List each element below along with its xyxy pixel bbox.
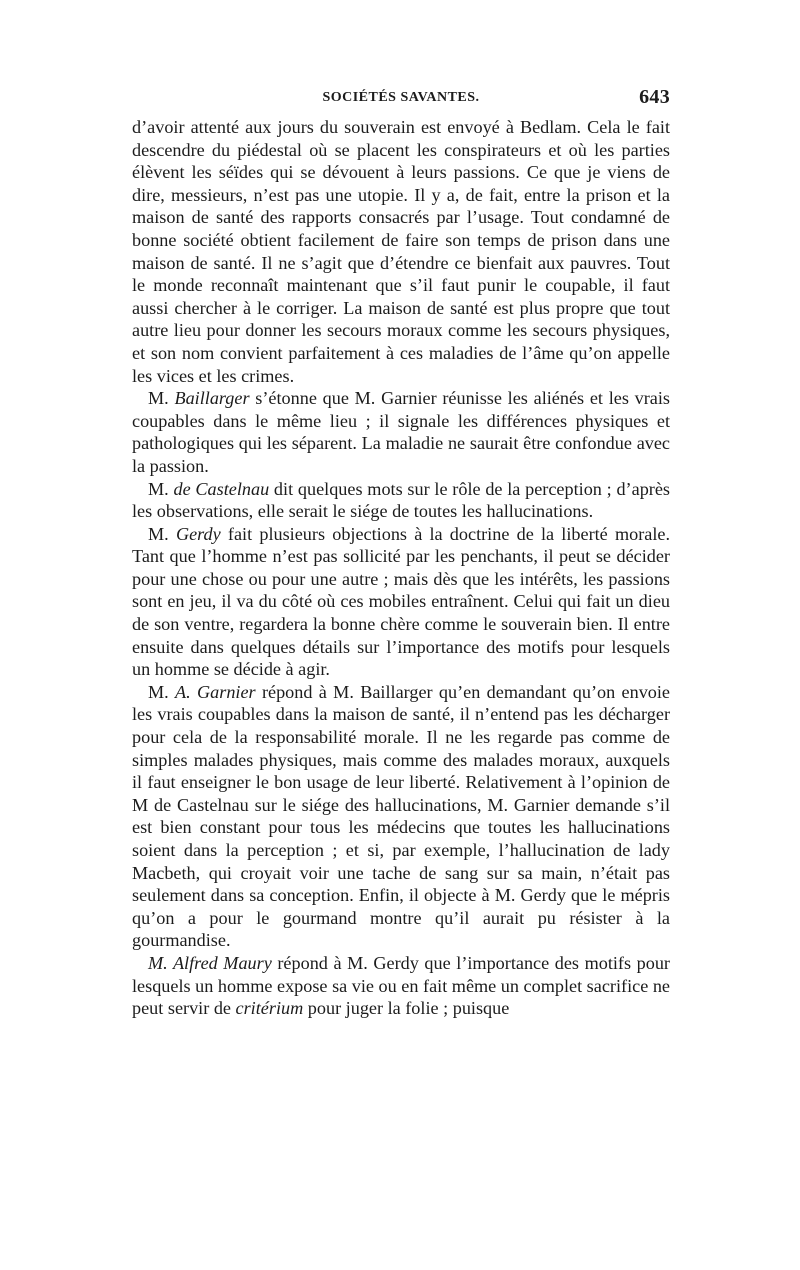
speaker-name: M. Alfred Maury xyxy=(148,952,272,973)
running-head xyxy=(132,86,670,116)
paragraph-3 xyxy=(132,478,670,523)
body-text xyxy=(132,116,670,1020)
paragraph-text: d’avoir attenté aux jours du souverain est envoyé à Bedlam. Cela le fait descendre du piédestal où se placent les conspirateurs et où les parties élèvent les séïdes qui se dévouent à leurs passions. Ce que je viens de dire, messieurs, n’est pas une utopie. Il y a, de fait, entre la prison et la maison de santé des rapports consacrés par l’usage. Tout condamné de bonne société obtient facilement de faire son temps de prison dans une maison de santé. Il ne s’agit que d’étendre ce bienfait aux pauvres. Tout le monde reconnaît maintenant que s’il faut punir le coupable, il faut aussi chercher à le corriger. La maison de santé est plus propre que tout autre lieu pour donner les secours moraux comme les secours physiques, et son nom convient parfaitement à ces maladies de l’âme qu’on appelle les vices et les crimes. xyxy=(132,117,670,386)
paragraph-text: s’étonne que M. Garnier réunisse les aliénés et les vrais coupables dans le même lieu ; il signale les différences physiques et pathologiques qui les séparent. La maladie ne saurait être confondue avec la passion. xyxy=(132,388,670,476)
paragraph-5 xyxy=(132,681,670,952)
emphasized-term: critérium xyxy=(235,998,304,1019)
paragraph-text: répond à M. Baillarger qu’en demandant qu’on envoie les vrais coupables dans la maison de santé, il n’entend pas les décharger pour cela de la responsabilité morale. Il ne les regarde pas comme de simples malades physiques, mais comme des malades moraux, auxquels il faut enseigner le bon usage de leur liberté. Relativement à l’opinion de M de Castelnau sur le siége des hallucinations, M. Garnier demande s’il est bien constant pour tous les médecins que toutes les hallucinations soient dans la perception ; et si, par exemple, l’hallucination de lady Macbeth, qui croyait voir une tache de sang sur sa main, n’était pas seulement dans sa conception. Enfin, il objecte à M. Gerdy que le mépris qu’on a pour le gourmand montre qu’il aurait pu résister à la gourmandise. xyxy=(132,681,671,951)
page-number: 643 xyxy=(639,86,670,108)
paragraph-text: pour juger la folie ; puisque xyxy=(303,998,510,1019)
paragraph-text: dit quelques mots sur le rôle de la perception ; d’après les observations, elle serait le siége de toutes les hallucinations. xyxy=(132,478,670,522)
speaker-name: de Castelnau xyxy=(173,478,270,499)
speaker-name: Baillarger xyxy=(174,388,250,409)
speaker-prefix: M. xyxy=(148,478,174,499)
speaker-prefix: M. xyxy=(148,681,176,702)
paragraph-1 xyxy=(132,116,670,387)
speaker-name: Gerdy xyxy=(175,523,221,544)
paragraph-2 xyxy=(132,387,670,477)
book-page xyxy=(132,86,670,1020)
paragraph-text: répond à M. Gerdy que l’importance des motifs pour lesquels un homme expose sa vie ou en fait même un complet sacrifice ne peut servir de xyxy=(132,952,670,1019)
paragraph-text: fait plusieurs objections à la doctrine de la liberté morale. Tant que l’homme n’est pas sollicité par les penchants, il peut se décider pour une chose ou pour une autre ; mais dès que les intérêts, les passions sont en jeu, il va du côté où ces mobiles entraînent. Celui qui fait un dieu de son ventre, regardera la bonne chère comme le souverain bien. Il entre ensuite dans quelques détails sur l’importance des motifs pour lesquels un homme se décide à agir. xyxy=(132,523,671,680)
speaker-prefix: M. xyxy=(148,523,176,544)
paragraph-6 xyxy=(132,952,670,1020)
running-title: SOCIÉTÉS SAVANTES. xyxy=(322,90,480,105)
paragraph-4 xyxy=(132,523,670,681)
speaker-prefix: M. xyxy=(148,388,175,409)
speaker-name: A. Garnier xyxy=(175,681,256,702)
